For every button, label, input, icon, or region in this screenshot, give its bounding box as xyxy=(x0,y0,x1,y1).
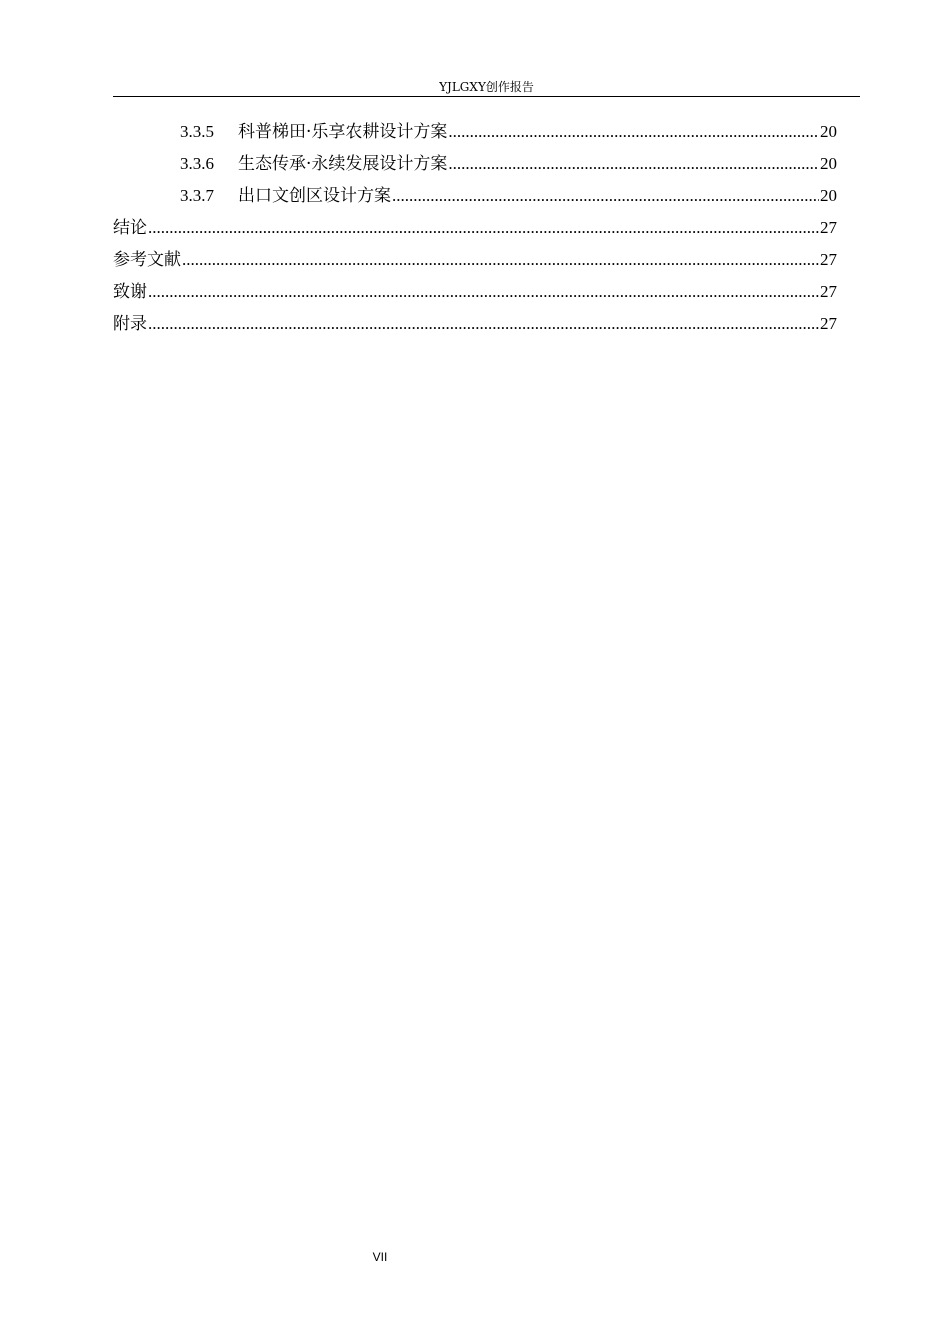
toc-entry-page: 27 xyxy=(820,218,837,237)
dot-leader xyxy=(182,244,819,276)
toc-entry-title: 科普梯田·乐享农耕设计方案 xyxy=(238,122,448,142)
toc-entry-page: 27 xyxy=(820,314,837,333)
toc-entry-appendix[interactable] xyxy=(113,308,837,340)
page-header xyxy=(113,78,860,97)
toc-entry-title: 附录 xyxy=(113,314,147,334)
dot-leader xyxy=(148,212,819,244)
dot-leader xyxy=(148,276,819,308)
toc-entry-title: 出口文创区设计方案 xyxy=(238,186,391,206)
toc-entry-page: 20 xyxy=(820,122,837,141)
dot-leader xyxy=(448,148,819,180)
dot-leader xyxy=(392,180,819,212)
toc-entry-page: 20 xyxy=(820,154,837,173)
table-of-contents xyxy=(113,116,837,340)
toc-entry-title: 结论 xyxy=(113,218,147,238)
header-title: YJLGXY创作报告 xyxy=(439,80,534,94)
toc-entry-number: 3.3.5 xyxy=(180,122,214,141)
toc-entry-page: 20 xyxy=(820,186,837,205)
toc-entry-conclusion[interactable] xyxy=(113,212,837,244)
toc-entry-references[interactable] xyxy=(113,244,837,276)
dot-leader xyxy=(148,308,819,340)
toc-entry-3-3-5[interactable] xyxy=(113,116,837,148)
toc-entry-title: 参考文献 xyxy=(113,250,181,270)
page-number: VII xyxy=(372,1250,388,1264)
dot-leader xyxy=(448,116,819,148)
toc-entry-3-3-6[interactable] xyxy=(113,148,837,180)
toc-entry-3-3-7[interactable] xyxy=(113,180,837,212)
toc-entry-title: 致谢 xyxy=(113,282,147,302)
toc-entry-page: 27 xyxy=(820,282,837,301)
toc-entry-number: 3.3.6 xyxy=(180,154,214,173)
toc-entry-number: 3.3.7 xyxy=(180,186,214,205)
toc-entry-page: 27 xyxy=(820,250,837,269)
toc-entry-title: 生态传承·永续发展设计方案 xyxy=(238,154,448,174)
toc-entry-acknowledgements[interactable] xyxy=(113,276,837,308)
